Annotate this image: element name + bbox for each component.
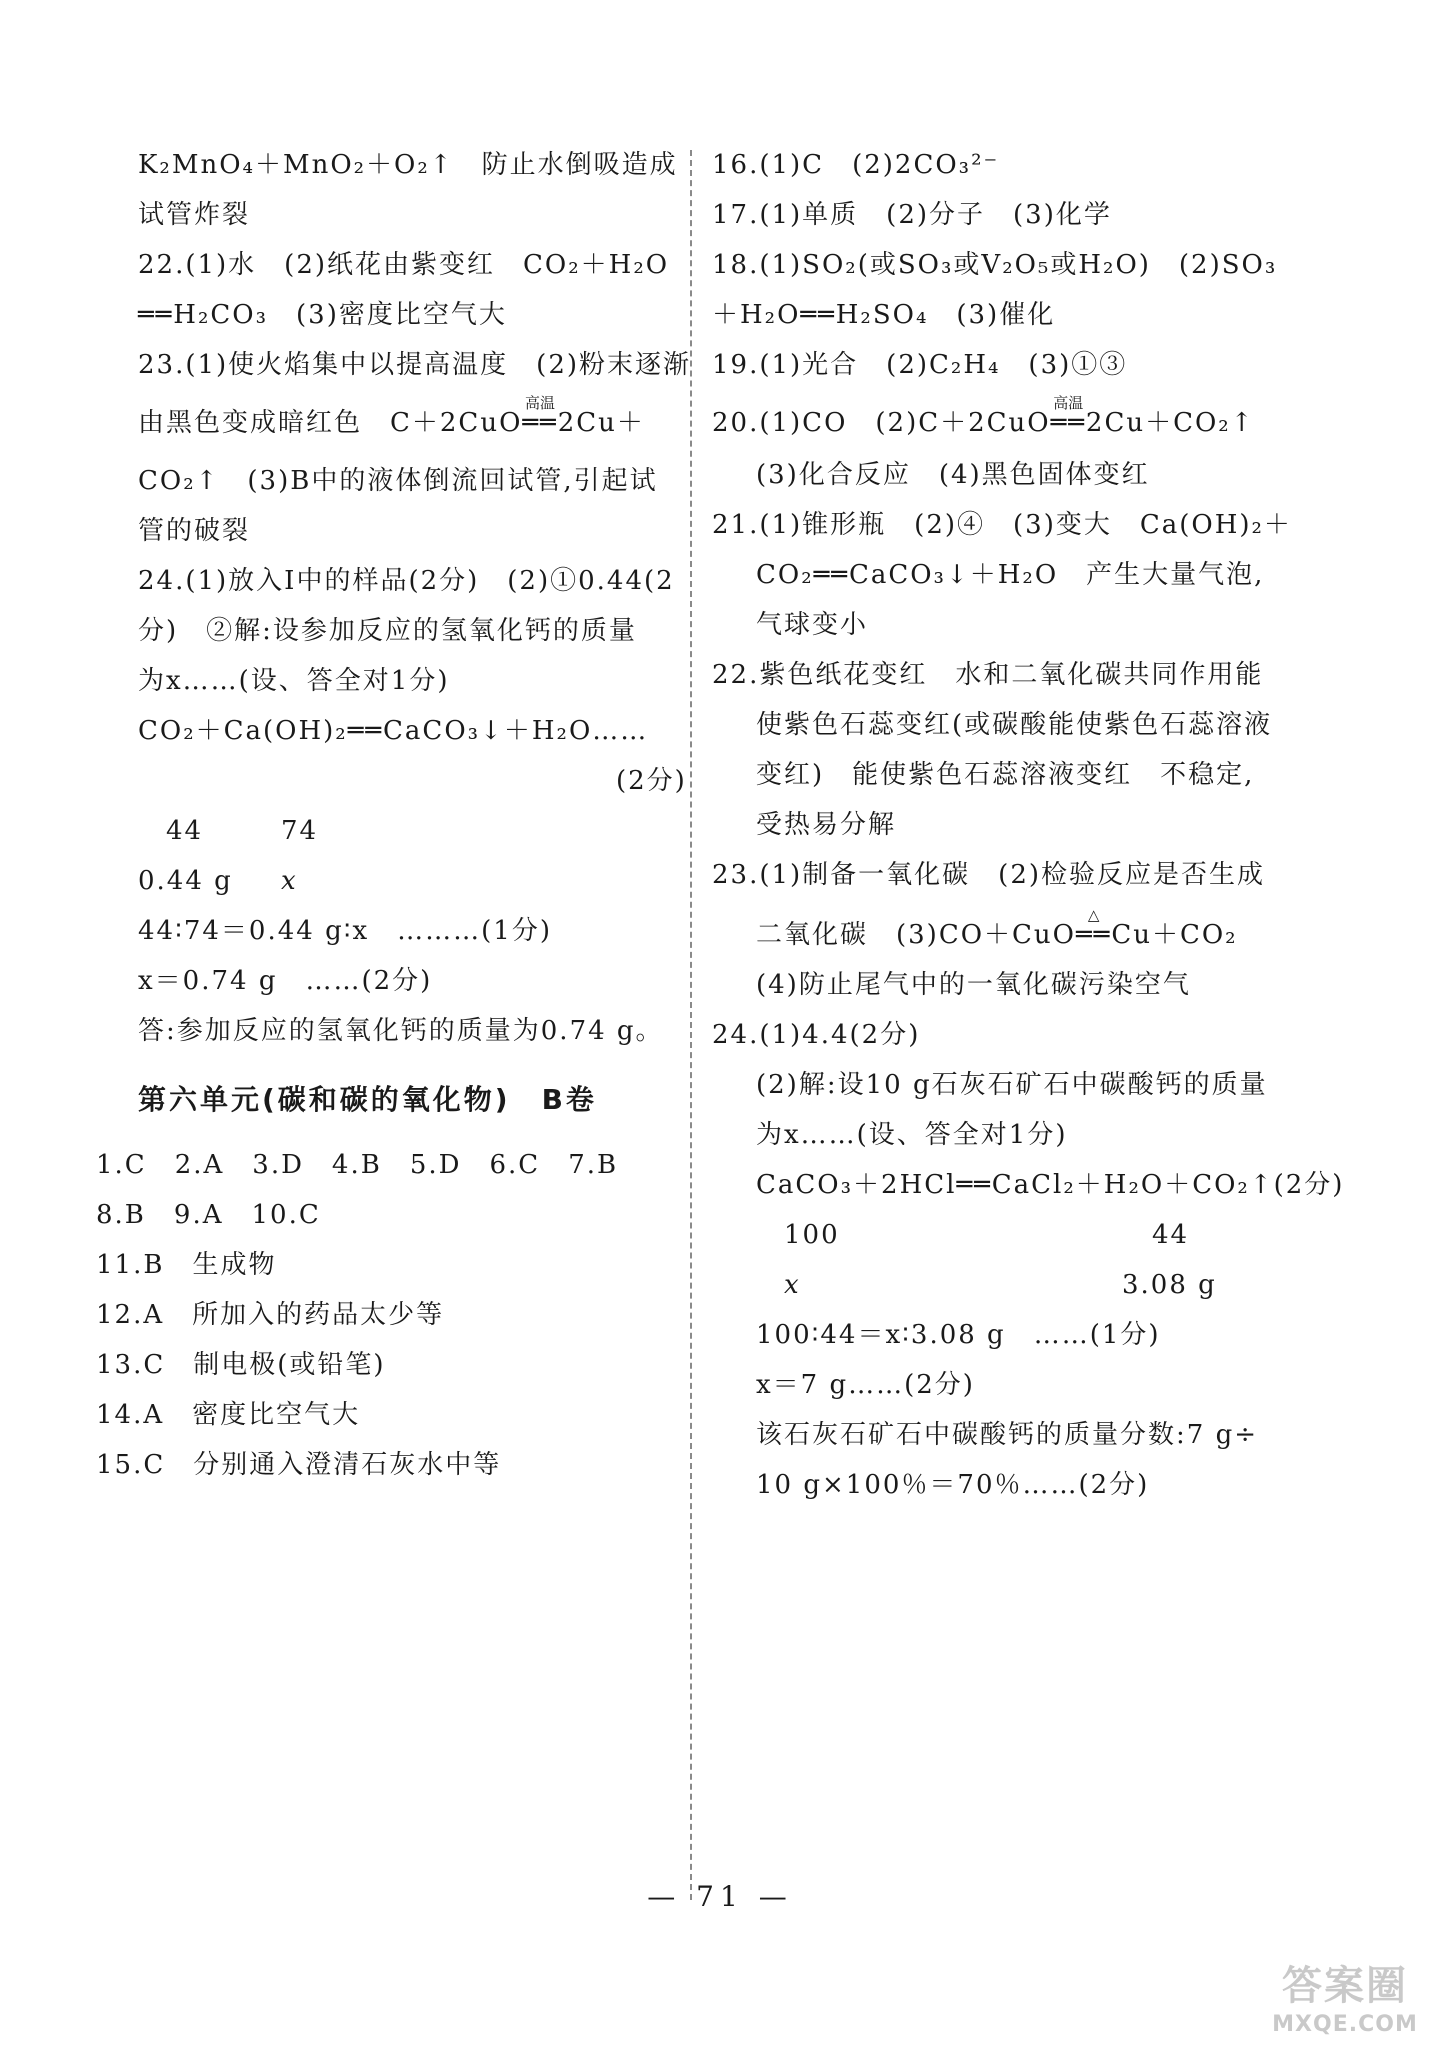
answer-line: 1.C 2.A 3.D 4.B 5.D 6.C 7.B — [96, 1150, 619, 1180]
answer-line: 22.(1)水 (2)纸花由紫变红 CO₂＋H₂O — [138, 250, 670, 280]
answer-line: 12.A 所加入的药品太少等 — [96, 1300, 445, 1330]
equation-left: 由黑色变成暗红色 C＋2CuO — [138, 408, 523, 438]
answer-line: CO₂＋Ca(OH)₂══CaCO₃↓＋H₂O…… — [138, 716, 649, 746]
answer-line: 23.(1)制备一氧化碳 (2)检验反应是否生成 — [712, 860, 1266, 890]
answer-line: ══H₂CO₃ (3)密度比空气大 — [138, 300, 507, 330]
answer-line: 变红) 能使紫色石蕊溶液变红 不稳定, — [756, 760, 1255, 790]
answer-line: 气球变小 — [756, 610, 869, 640]
answer-line: CO₂══CaCO₃↓＋H₂O 产生大量气泡, — [756, 560, 1265, 590]
answer-line: 18.(1)SO₂(或SO₃或V₂O₅或H₂O) (2)SO₃ — [712, 250, 1278, 280]
answer-line: 管的破裂 — [138, 516, 251, 546]
answer-line: 13.C 制电极(或铅笔) — [96, 1350, 386, 1380]
answer-line: (2)解:设10 g石灰石矿石中碳酸钙的质量 — [756, 1070, 1268, 1100]
condition-label: 高温 — [1053, 394, 1084, 412]
answer-line: 10 g×100％＝70％……(2分) — [756, 1470, 1150, 1500]
reaction-condition: △ ══ — [1076, 918, 1111, 952]
answer-line: 14.A 密度比空气大 — [96, 1400, 361, 1430]
answer-line: 44∶74＝0.44 g∶x ………(1分) — [138, 916, 552, 946]
answer-line: CO₂↑ (3)B中的液体倒流回试管,引起试 — [138, 466, 658, 496]
unknown-variable: x — [784, 1270, 801, 1300]
answer-line: 23.(1)使火焰集中以提高温度 (2)粉末逐渐 — [138, 350, 692, 380]
answer-line: 100∶44＝x∶3.08 g ……(1分) — [756, 1320, 1161, 1350]
mass-ratio-value: 44 — [1152, 1220, 1190, 1250]
answer-line: 22.紫色纸花变红 水和二氧化碳共同作用能 — [712, 660, 1264, 690]
reaction-condition: 高温 ══ — [522, 406, 557, 440]
answer-line: 为x……(设、答全对1分) — [756, 1120, 1068, 1150]
equation-right: 2Cu＋ — [557, 408, 645, 438]
answer-line: 17.(1)单质 (2)分子 (3)化学 — [712, 200, 1112, 230]
known-mass: 3.08 g — [1122, 1270, 1217, 1300]
answer-line: 分) ②解:设参加反应的氢氧化钙的质量 — [138, 616, 637, 646]
reaction-condition: 高温 ══ — [1051, 406, 1086, 440]
answer-line: 15.C 分别通入澄清石灰水中等 — [96, 1450, 502, 1480]
answer-line: 受热易分解 — [756, 810, 897, 840]
answer-line: x＝7 g……(2分) — [756, 1370, 975, 1400]
equation-right: Cu＋CO₂ — [1111, 920, 1238, 950]
equation-left: 二氧化碳 (3)CO＋CuO — [756, 920, 1076, 950]
answer-line: 16.(1)C (2)2CO₃²⁻ — [712, 150, 1000, 180]
mass-ratio-value: 44 — [166, 816, 204, 846]
answer-line: 24.(1)4.4(2分) — [712, 1020, 921, 1050]
unknown-variable: x — [281, 866, 298, 896]
answer-line: 11.B 生成物 — [96, 1250, 277, 1280]
answer-line: (4)防止尾气中的一氧化碳污染空气 — [756, 970, 1191, 1000]
condition-label: 高温 — [525, 394, 556, 412]
answer-line: 19.(1)光合 (2)C₂H₄ (3)①③ — [712, 350, 1128, 380]
answer-line: 为x……(设、答全对1分) — [138, 666, 450, 696]
answer-line: 24.(1)放入Ⅰ中的样品(2分) (2)①0.44(2 — [138, 566, 675, 596]
page-number: — 71 — — [647, 1880, 793, 1913]
answer-line-equation — [712, 394, 1255, 440]
column-divider — [690, 150, 692, 1900]
watermark-url: MXQE.COM — [1272, 2012, 1418, 2037]
answer-line: 使紫色石蕊变红(或碳酸能使紫色石蕊溶液 — [756, 710, 1273, 740]
answer-line: x＝0.74 g ……(2分) — [138, 966, 433, 996]
condition-label: △ — [1087, 906, 1100, 924]
equation-left: 20.(1)CO (2)C＋2CuO — [712, 408, 1051, 438]
mass-ratio-value: 100 — [784, 1220, 840, 1250]
mass-ratio-value: 74 — [281, 816, 319, 846]
answer-line-equation — [138, 394, 645, 440]
known-mass: 0.44 g — [138, 866, 233, 896]
answer-line-equation — [756, 906, 1238, 952]
section-heading: 第六单元(碳和碳的氧化物) B卷 — [138, 1083, 597, 1116]
score-note: (2分) — [616, 766, 687, 796]
answer-line: 该石灰石矿石中碳酸钙的质量分数:7 g÷ — [756, 1420, 1258, 1450]
watermark-logo — [1255, 1960, 1435, 2050]
answer-line: CaCO₃＋2HCl══CaCl₂＋H₂O＋CO₂↑(2分) — [756, 1170, 1345, 1200]
answer-line: 21.(1)锥形瓶 (2)④ (3)变大 Ca(OH)₂＋ — [712, 510, 1292, 540]
watermark-logo-text: 答案圈 — [1282, 1963, 1408, 2009]
answer-line: 答:参加反应的氢氧化钙的质量为0.74 g。 — [138, 1016, 664, 1046]
equation-right: 2Cu＋CO₂↑ — [1085, 408, 1255, 438]
answer-line: 试管炸裂 — [138, 200, 251, 230]
answer-line: (3)化合反应 (4)黑色固体变红 — [756, 460, 1150, 490]
answer-line: ＋H₂O══H₂SO₄ (3)催化 — [712, 300, 1056, 330]
answer-line: K₂MnO₄＋MnO₂＋O₂↑ 防止水倒吸造成 — [138, 150, 678, 180]
answer-line: 8.B 9.A 10.C — [96, 1200, 321, 1230]
